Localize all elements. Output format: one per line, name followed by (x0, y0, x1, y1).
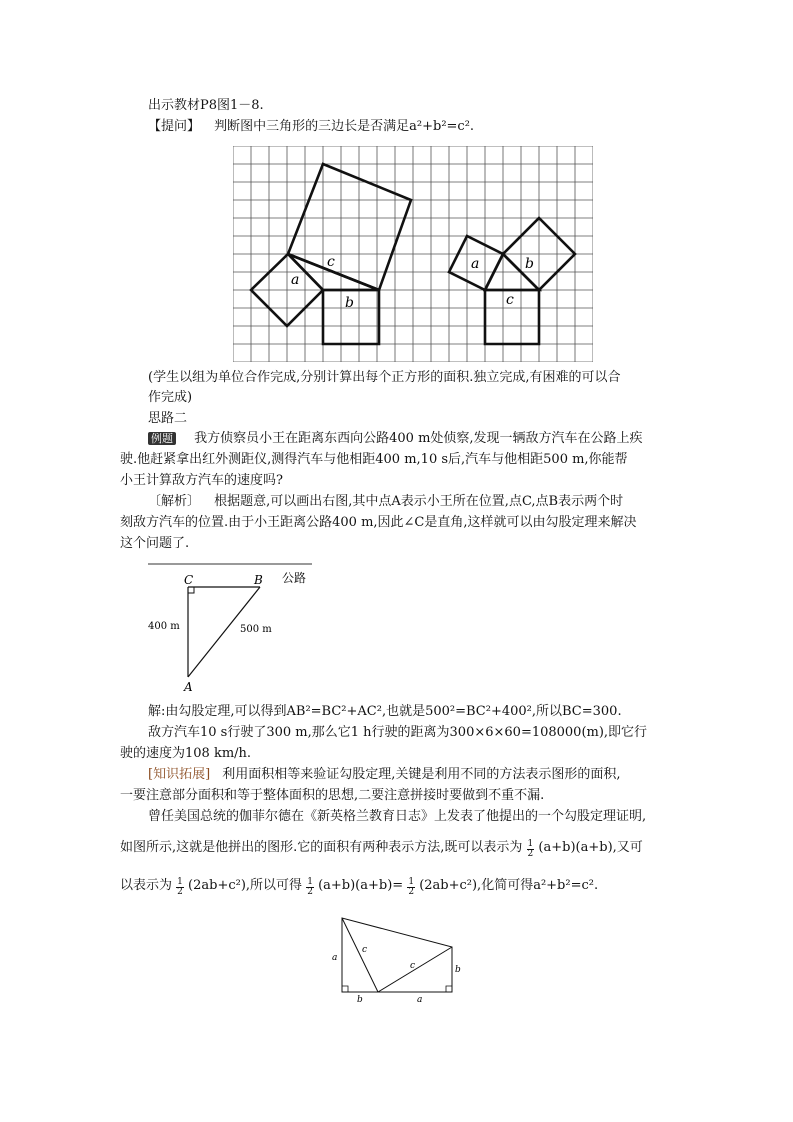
trapezoid-figure (330, 912, 465, 1004)
frac-den-4: 2 (408, 887, 415, 897)
trap-label-b-bottom: b (357, 995, 363, 1004)
knowledge-line5-d: (2ab+c²),化简可得a²+b²=c². (419, 878, 599, 893)
grid-figure (233, 146, 593, 362)
analysis-line1 (148, 494, 623, 510)
side-ab-label: 500 m (240, 624, 272, 635)
frac-den-2: 2 (177, 887, 183, 897)
question-line (148, 119, 474, 135)
analysis-text-1: 根据题意,可以画出右图,其中点A表示小王所在位置,点C,点B表示两个时 (214, 494, 624, 509)
student-note-line2: 作完成) (148, 390, 193, 405)
trap-label-a-bottom: a (417, 995, 423, 1004)
example-line1 (148, 431, 643, 447)
solution-line3: 驶的速度为108 km/h. (120, 746, 252, 761)
square-c-left (288, 164, 411, 290)
knowledge-line1 (148, 767, 621, 783)
analysis-line3: 这个问题了. (120, 536, 190, 551)
right-angle-mark (188, 587, 194, 593)
knowledge-line4-pre: 如图所示,这就是他拼出的图形.它的面积有两种表示方法,既可以表示为 (120, 840, 523, 855)
fraction-half (527, 840, 535, 859)
road-label: 公路 (282, 571, 307, 585)
grid-label-b-right: b (525, 256, 534, 272)
knowledge-line4-post: (a+b)(a+b),又可 (538, 840, 643, 855)
frac-num-4: 1 (408, 877, 415, 887)
knowledge-line5-b: (2ab+c²),所以可得 (188, 878, 303, 893)
side-ac-label: 400 m (148, 621, 180, 632)
grid-label-a-left: a (291, 272, 300, 288)
analysis-tag: 〔解析〕 (148, 494, 201, 509)
grid-label-a-right: a (471, 256, 480, 272)
trap-label-c-left: c (362, 945, 368, 955)
point-b-label: B (254, 573, 263, 587)
knowledge-line5-a: 以表示为 (120, 878, 173, 893)
example-line3: 小王计算敌方汽车的速度吗? (120, 473, 283, 488)
frac-num-3: 1 (307, 877, 313, 887)
knowledge-line2: 一要注意部分面积和等于整体面积的思想,二要注意拼接时要做到不重不漏. (120, 788, 545, 803)
point-c-label: C (184, 573, 194, 587)
show-textbook-line: 出示教材P8图1－8. (148, 98, 264, 113)
knowledge-line5 (120, 878, 598, 897)
grid-label-c-right: c (506, 292, 514, 308)
grid-label-c-left: c (327, 254, 335, 270)
solution-line2: 敌方汽车10 s行驶了300 m,那么它1 h行驶的距离为300×6×60=108000(m),即它行 (148, 725, 648, 740)
knowledge-line5-c: (a+b)(a+b)= (318, 878, 404, 893)
frac-num-2: 1 (177, 877, 183, 887)
trap-label-b-right: b (455, 965, 461, 975)
analysis-line2: 刻敌方汽车的位置.由于小王距离公路400 m,因此∠C是直角,这样就可以由勾股定理来解决 (120, 515, 637, 530)
trap-label-a-left: a (332, 953, 338, 963)
ask-text: 判断图中三角形的三边长是否满足a²+b²=c². (214, 119, 475, 134)
hyp-left (342, 918, 378, 992)
fraction-half-4 (407, 878, 415, 897)
solution-line1: 解:由勾股定理,可以得到AB²=BC²+AC²,也就是500²=BC²+400²,所以BC=300. (148, 704, 622, 719)
trap-label-c-right: c (410, 961, 416, 971)
frac-num: 1 (527, 839, 534, 849)
fraction-half-3 (306, 878, 314, 897)
knowledge-text-1: 利用面积相等来验证勾股定理,关键是利用不同的方法表示图形的面积, (222, 767, 621, 782)
knowledge-tag: [知识拓展] (148, 767, 211, 782)
example-tag: 例题 (148, 432, 176, 445)
knowledge-line3: 曾任美国总统的伽菲尔德在《新英格兰教育日志》上发表了他提出的一个勾股定理证明, (148, 809, 647, 824)
road-figure (140, 562, 340, 697)
ask-tag: 【提问】 (148, 119, 201, 134)
fraction-half-2 (176, 878, 184, 897)
idea2-title: 思路二 (148, 411, 188, 426)
student-note-line1: (学生以组为单位合作完成,分别计算出每个正方形的面积.独立完成,有困难的可以合 (148, 370, 621, 385)
point-a-label: A (184, 680, 193, 694)
example-text-1: 我方侦察员小王在距离东西向公路400 m处侦察,发现一辆敌方汽车在公路上疾 (194, 431, 643, 446)
frac-den-3: 2 (307, 887, 313, 897)
frac-den: 2 (527, 849, 534, 859)
right-angle-left (342, 986, 348, 992)
example-line2: 驶.他赶紧拿出红外测距仪,测得汽车与他相距400 m,10 s后,汽车与他相距500 m,你能帮 (120, 452, 628, 467)
grid-label-b-left: b (345, 295, 354, 311)
right-angle-right (446, 986, 452, 992)
knowledge-line4 (120, 840, 643, 859)
